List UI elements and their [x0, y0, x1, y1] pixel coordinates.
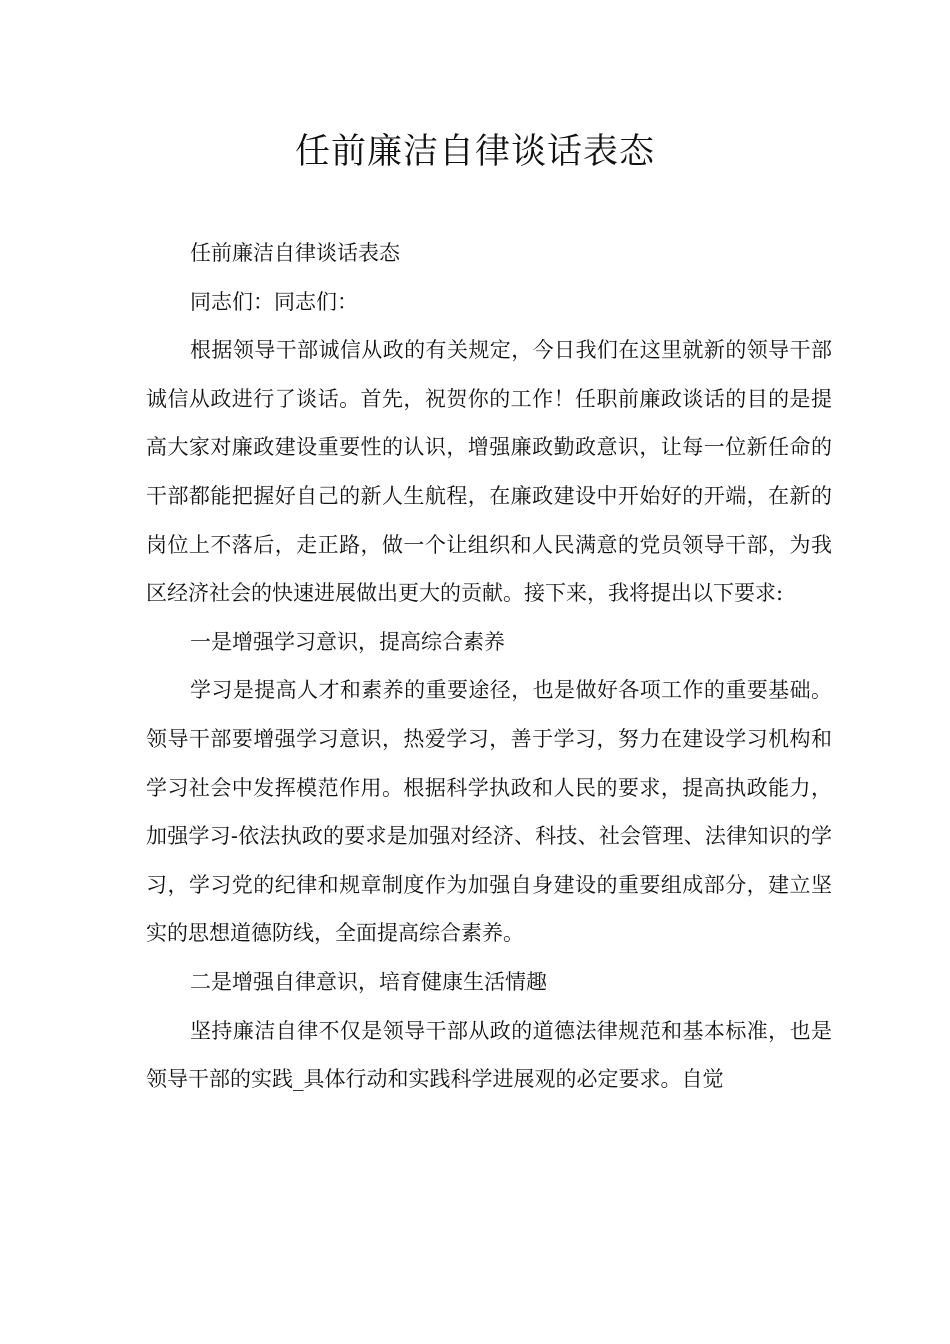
document-title: 任前廉洁自律谈话表态: [294, 132, 655, 172]
paragraph-salutation: 同志们：同志们：: [190, 289, 358, 314]
paragraph-heading-2: 二是增强自律意识，培育健康生活情趣: [190, 969, 547, 994]
paragraph-intro: 根据领导干部诚信从政的有关规定，今日我们在这里就新的领导干部诚信从政进行了谈话。首先，祝贺你的工作！任职前廉政谈话的目的是提高大家对廉政建设重要性的认识，增强廉政勤政意识，让每一位新任命的干部都能把握好自己的新人生航程，在廉政建设中开始好的开端，在新的岗位上不落后，走正路，做一个让组织和人民满意的党员领导干部，为我区经济社会的快速进展做出更大的贡献。接下来，我将提出以下要求:: [146, 338, 832, 606]
paragraph-subtitle: 任前廉洁自律谈话表态: [190, 241, 400, 265]
paragraph-learning: 学习是提高人才和素养的重要途径，也是做好各项工作的重要基础。领导干部要增强学习意识，热爱学习，善于学习，努力在建设学习机构和学习社会中发挥模范作用。根据科学执政和人民的要求，提高执政能力，加强学习-依法执政的要求是加强对经济、科技、社会管理、法律知识的学习，学习党的纪律和规章制度作为加强自身建设的重要组成部分，建立坚实的思想道德防线，全面提高综合素养。: [146, 678, 832, 946]
paragraph-heading-1: 一是增强学习意识，提高综合素养: [190, 629, 505, 654]
paragraph-self-discipline: 坚持廉洁自律不仅是领导干部从政的道德法律规范和基本标准，也是领导干部的实践_具体行动和实践科学进展观的必定要求。自觉: [146, 1018, 832, 1092]
document-body: [146, 229, 832, 1104]
